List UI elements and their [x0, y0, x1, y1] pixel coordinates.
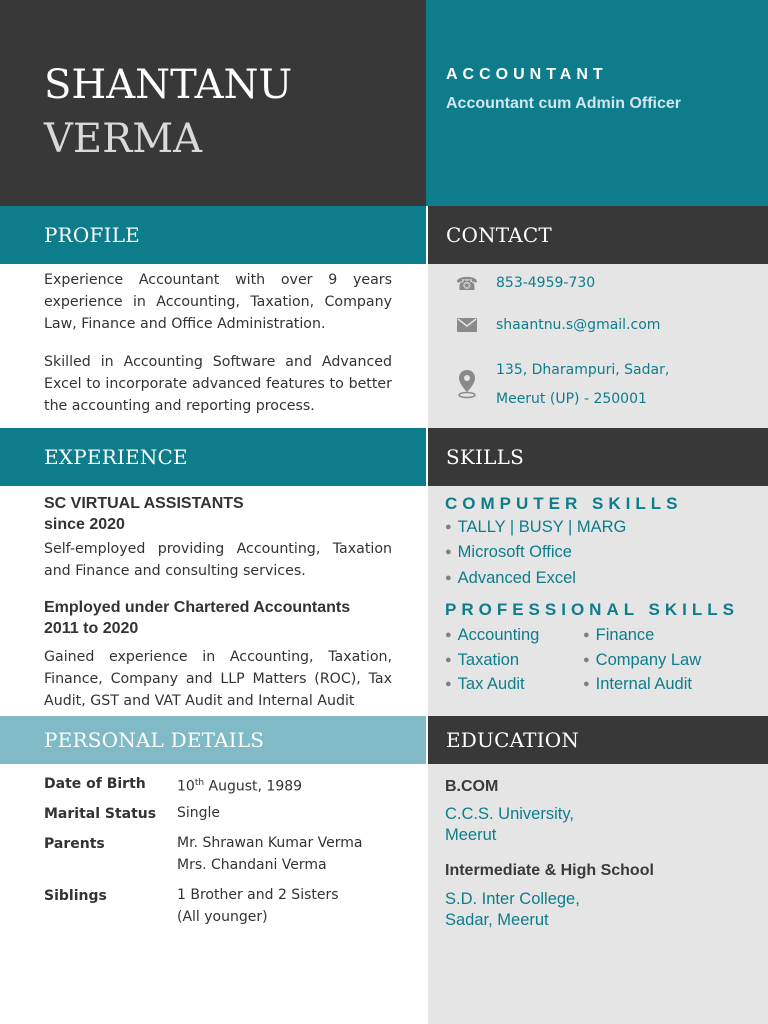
- professional-skill-item: [445, 651, 519, 670]
- experience-2-company: Employed under Chartered Accountants: [44, 599, 351, 616]
- phone-icon: ☎: [455, 274, 479, 294]
- education-1-location: Meerut: [445, 826, 497, 844]
- computer-skill-item: [445, 543, 572, 562]
- dob-label: Date of Birth: [44, 776, 146, 792]
- experience-header: EXPERIENCE: [0, 428, 426, 486]
- profile-header: PROFILE: [0, 206, 426, 264]
- education-2-degree: Intermediate & High School: [445, 862, 654, 879]
- bullet-icon: ●: [445, 546, 452, 558]
- professional-skill-label: Taxation: [457, 651, 520, 669]
- bullet-icon: ●: [445, 521, 452, 533]
- bullet-icon: ●: [445, 678, 452, 690]
- computer-skill-label: TALLY | BUSY | MARG: [457, 518, 627, 536]
- job-title: ACCOUNTANT: [446, 66, 608, 83]
- computer-skill-label: Microsoft Office: [457, 543, 572, 561]
- experience-2-description: Gained experience in Accounting, Taxation, Finance, Company and LLP Matters (ROC), Tax Audit, GST and VAT Audit and Internal Audit: [44, 649, 392, 709]
- professional-skill-label: Finance: [595, 626, 655, 644]
- experience-1-company: SC VIRTUAL ASSISTANTS: [44, 495, 244, 512]
- personal-details-header: PERSONAL DETAILS: [0, 716, 426, 764]
- contact-phone-row: [454, 274, 480, 294]
- bullet-icon: ●: [583, 654, 590, 666]
- marital-status-label: Marital Status: [44, 806, 157, 822]
- computer-skill-label: Advanced Excel: [457, 569, 576, 587]
- bullet-icon: ●: [583, 629, 590, 641]
- envelope-icon: [454, 316, 480, 336]
- first-name: SHANTANU: [44, 62, 293, 108]
- profile-summary: Experience Accountant with over 9 years experience in Accounting, Taxation, Company Law, Finance and Office Administration.: [44, 272, 392, 332]
- professional-skill-item: [445, 626, 539, 645]
- contact-address-line1: 135, Dharampuri, Sadar,: [496, 362, 670, 378]
- contact-header: CONTACT: [428, 206, 768, 264]
- contact-phone[interactable]: 853-4959-730: [496, 275, 596, 291]
- professional-skill-label: Company Law: [595, 651, 702, 669]
- parents-label: Parents: [44, 836, 105, 852]
- experience-2-period: 2011 to 2020: [44, 620, 139, 637]
- contact-address-line2: Meerut (UP) - 250001: [496, 391, 647, 407]
- contact-email[interactable]: shaantnu.s@gmail.com: [496, 317, 661, 333]
- computer-skills-heading: COMPUTER SKILLS: [445, 494, 683, 513]
- contact-address-row: [454, 369, 480, 401]
- education-2-institution: S.D. Inter College,: [445, 890, 580, 908]
- experience-1-period: since 2020: [44, 516, 125, 533]
- parent-mother: Mrs. Chandani Verma: [177, 857, 327, 873]
- professional-skill-label: Accounting: [457, 626, 540, 644]
- bullet-icon: ●: [445, 654, 452, 666]
- bullet-icon: ●: [583, 678, 590, 690]
- education-1-institution: C.C.S. University,: [445, 805, 574, 823]
- professional-skills-heading: PROFESSIONAL SKILLS: [445, 600, 739, 619]
- siblings-note: (All younger): [177, 909, 268, 925]
- marital-status-value: Single: [177, 805, 221, 821]
- experience-1-description: Self-employed providing Accounting, Taxation and Finance and consulting services.: [44, 541, 392, 579]
- bullet-icon: ●: [445, 629, 452, 641]
- education-header: EDUCATION: [428, 716, 768, 764]
- professional-skill-label: Internal Audit: [595, 675, 692, 693]
- skills-header: SKILLS: [428, 428, 768, 486]
- bullet-icon: ●: [445, 572, 452, 584]
- siblings-value: 1 Brother and 2 Sisters: [177, 887, 339, 903]
- professional-skill-item: [445, 675, 525, 694]
- professional-skill-item: [583, 651, 701, 670]
- education-2-location: Sadar, Meerut: [445, 911, 549, 929]
- contact-email-row: [454, 316, 480, 336]
- professional-skill-item: [583, 675, 692, 694]
- education-1-degree: B.COM: [445, 778, 499, 795]
- last-name: VERMA: [44, 116, 203, 162]
- professional-skill-label: Tax Audit: [457, 675, 525, 693]
- job-subtitle: Accountant cum Admin Officer: [446, 95, 681, 112]
- parent-father: Mr. Shrawan Kumar Verma: [177, 835, 363, 851]
- computer-skill-item: [445, 569, 576, 588]
- profile-skills-summary: Skilled in Accounting Software and Advanced Excel to incorporate advanced features to better the accounting and reporting process.: [44, 354, 392, 414]
- siblings-label: Siblings: [44, 888, 107, 904]
- dob-value: 10th August, 1989: [177, 778, 303, 795]
- location-pin-icon: [454, 369, 480, 401]
- computer-skill-item: [445, 518, 626, 537]
- professional-skill-item: [583, 626, 654, 645]
